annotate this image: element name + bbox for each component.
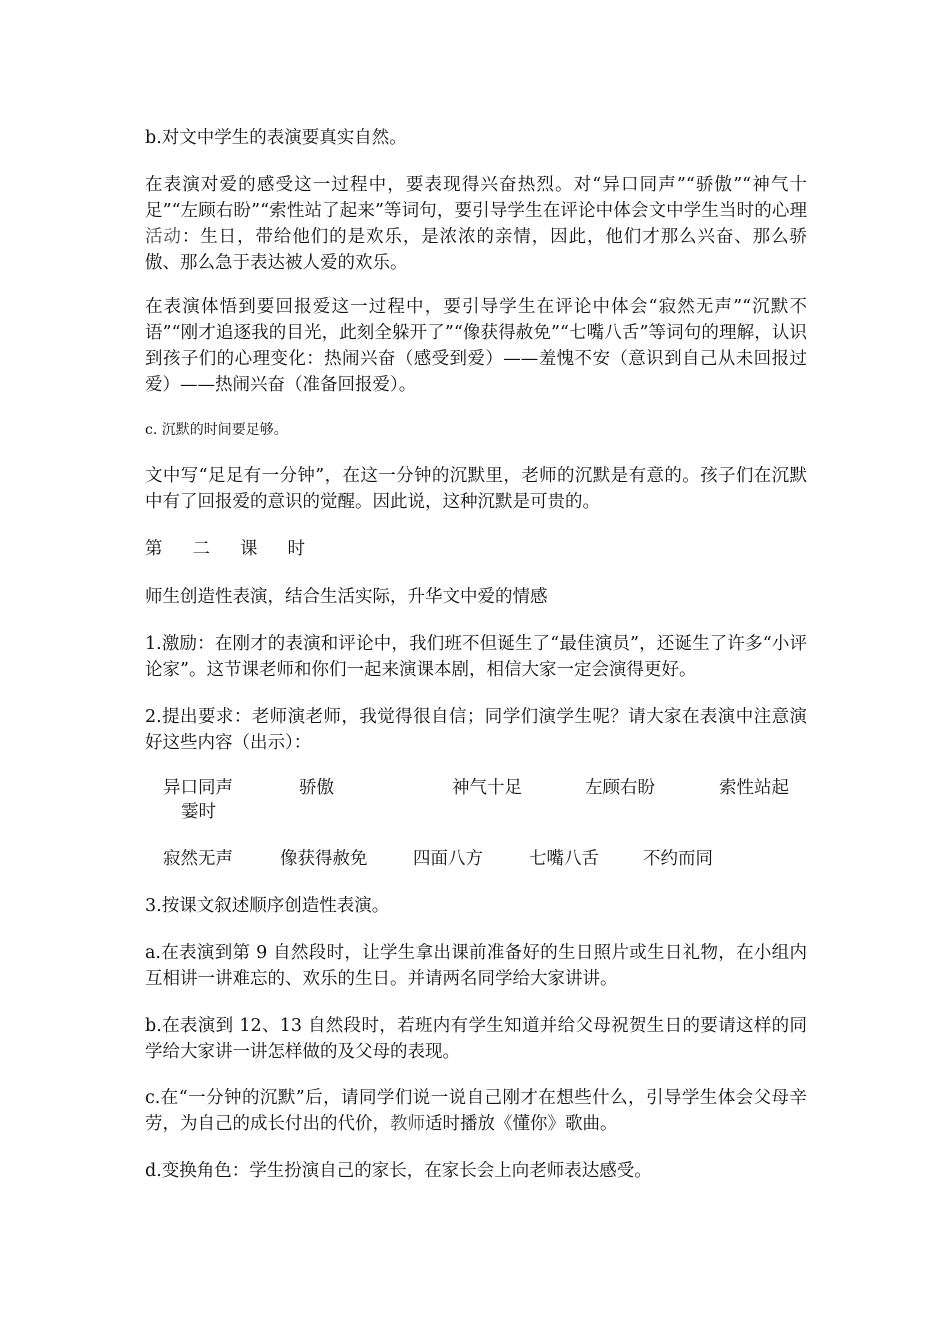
paragraph-goal: 师生创造性表演，结合生活实际，升华文中爱的情感 <box>145 587 548 607</box>
text: 在表演对爱的感受这一过程中，要表现得兴奋热烈。对“异口同声”“骄傲”“神气十足”“左顾右盼”“索性站了起来”等词句，要引导学生在评论中体会文中学生当时的心理 <box>145 175 807 221</box>
paragraph-b-natural: b.对文中学生的表演要真实自然。 <box>145 128 407 148</box>
paragraph-3-perform: 3.按课文叙述顺序创造性表演。 <box>145 896 390 916</box>
word-item: 霎时 <box>181 802 216 822</box>
paragraph-a-birthday: a.在表演到第 9 自然段时，让学生拿出课前准备好的生日照片或生日礼物，在小组内互相讲一讲难忘的、欢乐的生日。并请两名同学给大家讲讲。 <box>145 943 807 989</box>
word-item: 索性站起 <box>719 778 789 798</box>
link-teacher[interactable]: 教师 <box>390 1114 425 1134</box>
word-item: 神气十足 <box>452 778 522 798</box>
paragraph-1-encourage: 1.激励：在刚才的表演和评论中，我们班不但诞生了“最佳演员”，还诞生了许多“小评论家”。这节课老师和你们一起来演课本剧，相信大家一定会演得更好。 <box>145 634 807 680</box>
heading-char: 第 <box>145 539 163 559</box>
paragraph-one-minute: 文中写“足足有一分钟”，在这一分钟的沉默里，老师的沉默是有意的。孩子们在沉默中有了回报爱的意识的觉醒。因此说，这种沉默是可贵的。 <box>145 466 807 512</box>
word-item: 骄傲 <box>299 778 334 798</box>
section-heading <box>145 536 807 562</box>
word-item: 四面八方 <box>413 849 483 869</box>
paragraph-feel-love <box>145 172 807 276</box>
link-activity[interactable]: 活动 <box>145 227 182 247</box>
paragraph-repay-love: 在表演体悟到要回报爱这一过程中，要引导学生在评论中体会“寂然无声”“沉默不语”“刚才追逐我的目光，此刻全躲开了”“像获得赦免”“七嘴八舌”等词句的理解，认识到孩子们的心理变化：热闹兴奋（感受到爱）——羞愧不安（意识到自己从未回报过爱）——热闹兴奋（准备回报爱）。 <box>145 297 807 395</box>
paragraph-d-roles: d.变换角色：学生扮演自己的家长，在家长会上向老师表达感受。 <box>145 1161 652 1181</box>
paragraph-2-requirements: 2.提出要求：老师演老师，我觉得很自信；同学们演学生呢？请大家在表演中注意演好这些内容（出示）： <box>145 707 807 753</box>
text: c.在“一分钟的沉默”后，请同学们说一说自己刚才在想些什么，引导学生体会父母辛劳，为自己的成长付出的代价， <box>145 1088 807 1134</box>
heading-char: 课 <box>240 539 258 559</box>
paragraph-c-reflect <box>145 1085 807 1137</box>
word-item: 不约而同 <box>643 849 713 869</box>
heading-char: 时 <box>287 539 305 559</box>
word-item: 异口同声 <box>163 778 233 798</box>
text: ：生日，带给他们的是欢乐，是浓浓的亲情，因此，他们才那么兴奋、那么骄傲、那么急于表达被人爱的欢乐。 <box>145 227 808 273</box>
heading-char: 二 <box>192 539 210 559</box>
paragraph-b-parents: b.在表演到 12、13 自然段时，若班内有学生知道并给父母祝贺生日的要请这样的同学给大家讲一讲怎样做的及父母的表现。 <box>145 1016 807 1062</box>
word-item: 左顾右盼 <box>585 778 655 798</box>
word-item: 寂然无声 <box>163 849 233 869</box>
word-item: 像获得赦免 <box>280 849 368 869</box>
text: 适时播放《懂你》歌曲。 <box>425 1114 618 1134</box>
word-item: 七嘴八舌 <box>529 849 599 869</box>
paragraph-c-silence: c. 沉默的时间要足够。 <box>145 422 288 438</box>
